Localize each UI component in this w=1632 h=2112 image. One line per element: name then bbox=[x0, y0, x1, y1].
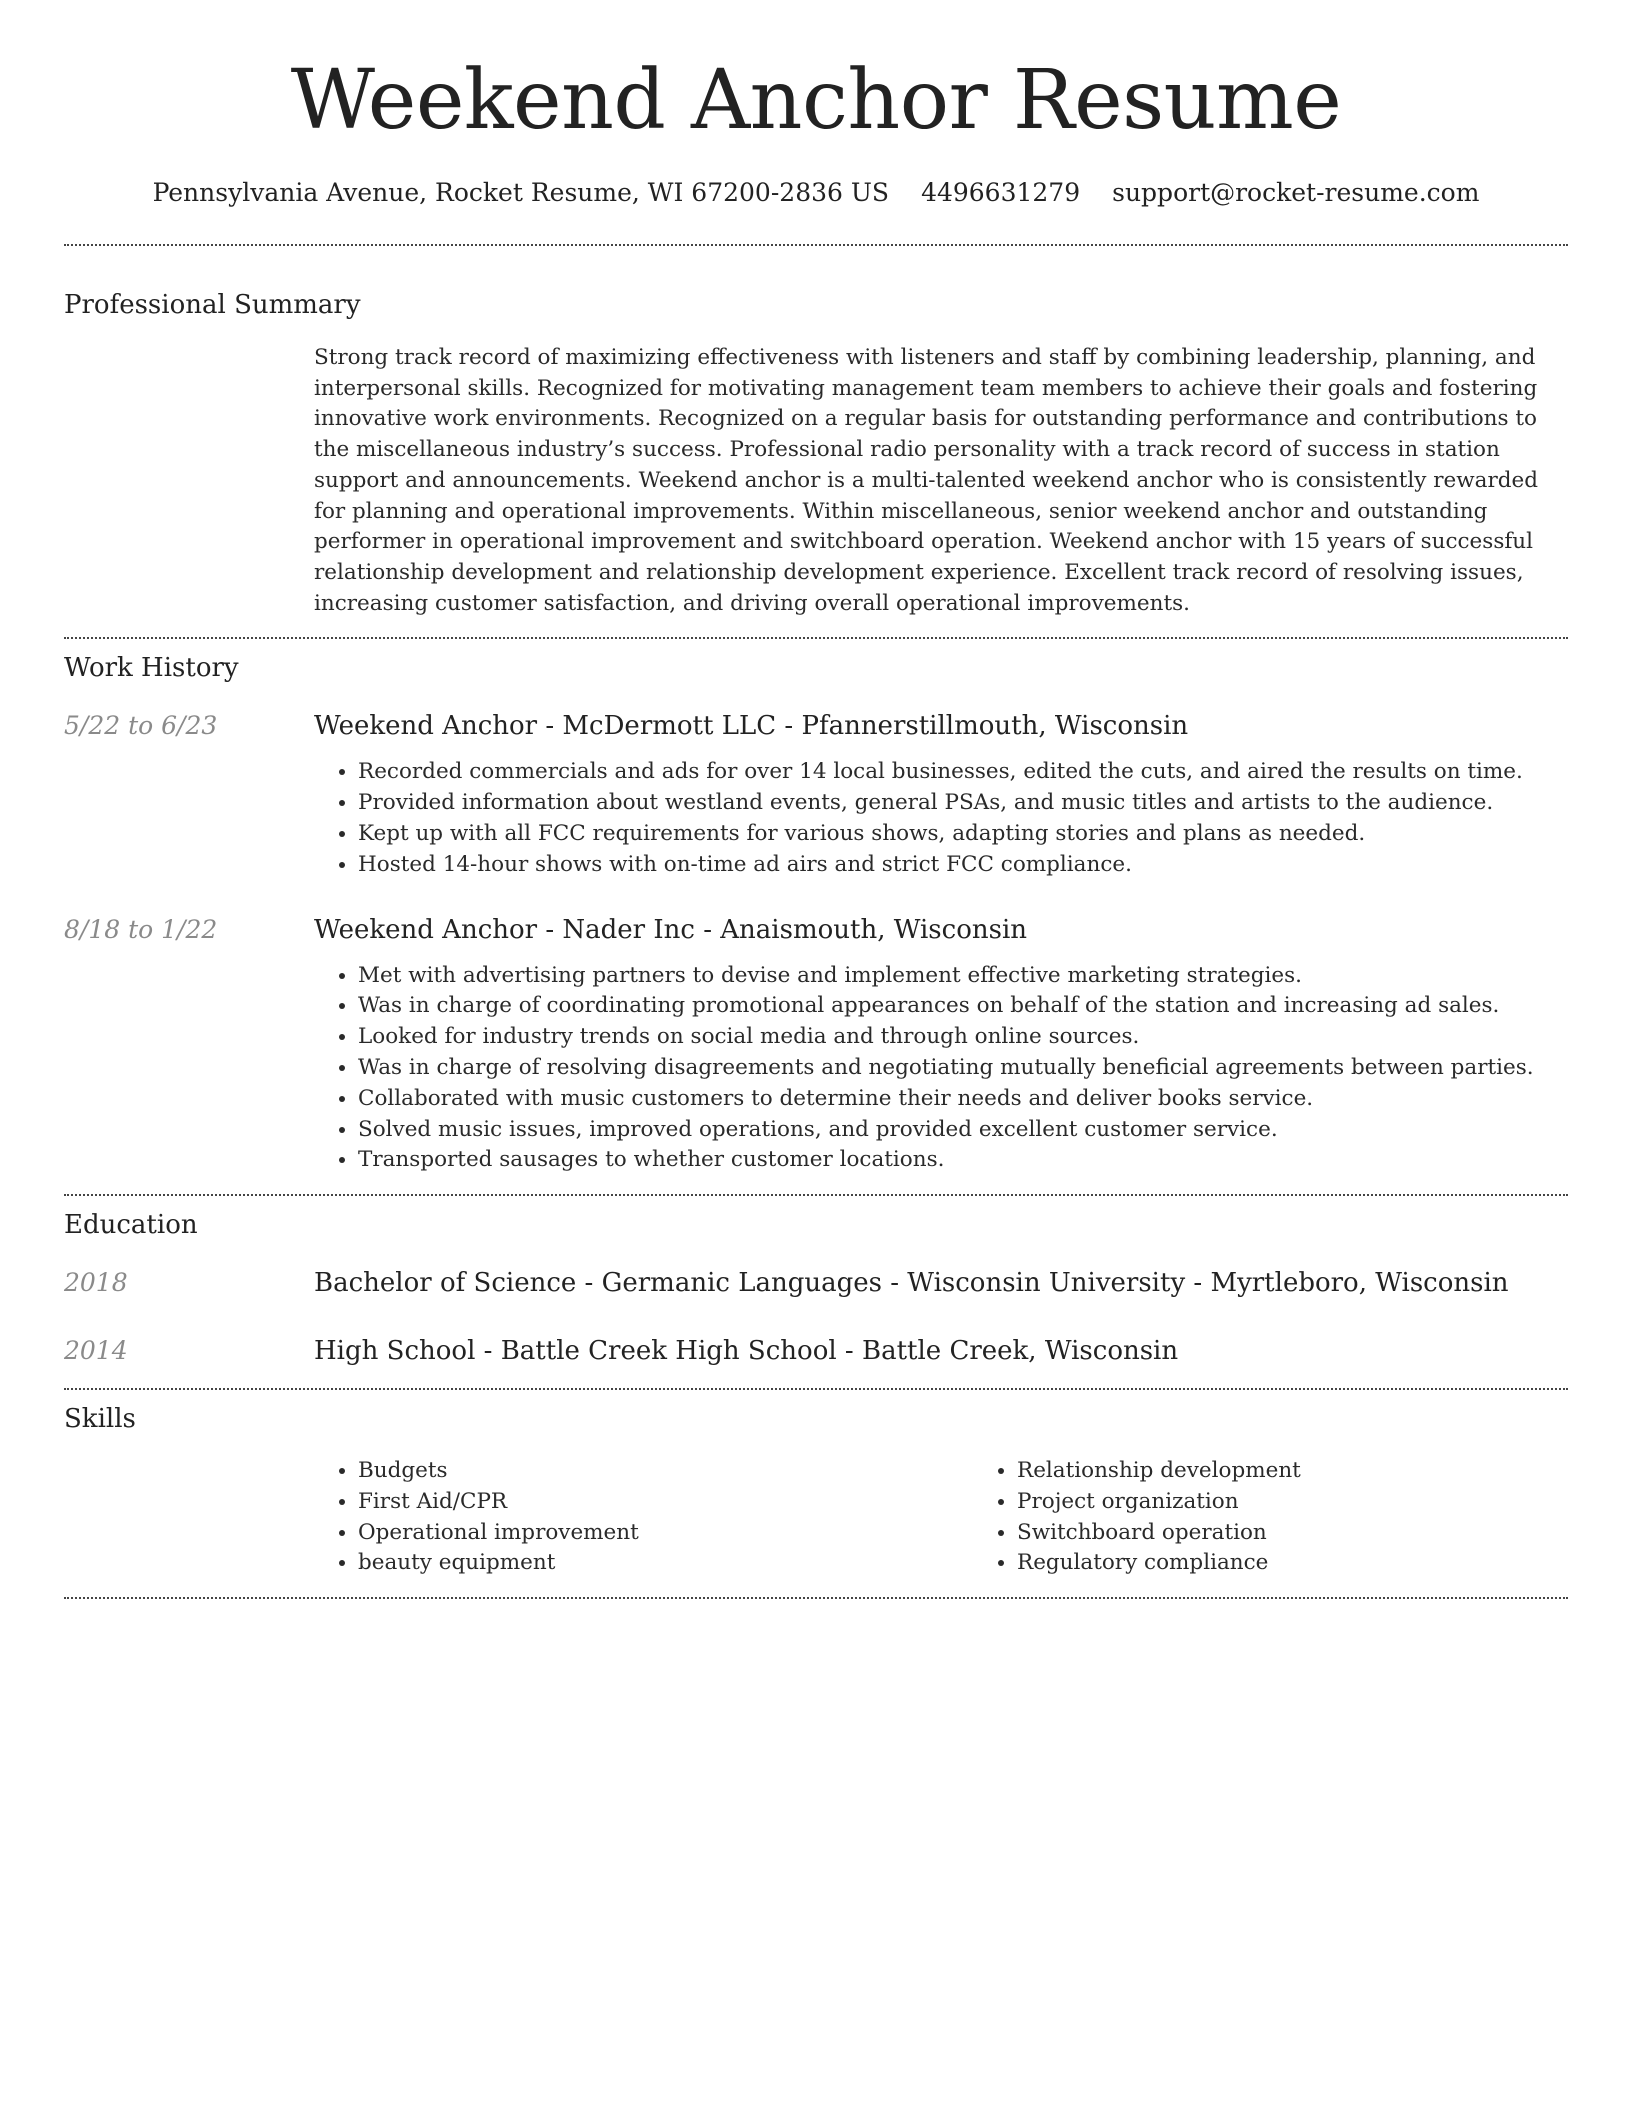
list-item: • Provided information about westland events, general PSAs, and music titles and artists to the audience. bbox=[358, 788, 1568, 819]
skill-item: • Regulatory compliance bbox=[1017, 1548, 1632, 1579]
list-item: • Kept up with all FCC requirements for various shows, adapting stories and plans as needed. bbox=[358, 819, 1568, 850]
summary-heading: Professional Summary bbox=[64, 290, 361, 320]
list-item: • Looked for industry trends on social media and through online sources. bbox=[358, 1022, 1568, 1053]
list-item: • Transported sausages to whether customer locations. bbox=[358, 1145, 1568, 1176]
list-item: • Was in charge of resolving disagreements and negotiating mutually beneficial agreements between parties. bbox=[358, 1053, 1568, 1084]
education-text: Bachelor of Science - Germanic Languages - Wisconsin University - Myrtleboro, Wisconsin bbox=[314, 1268, 1509, 1299]
list-item: • Was in charge of coordinating promotional appearances on behalf of the station and increasing ad sales. bbox=[358, 991, 1568, 1022]
job-bullets bbox=[314, 961, 1568, 1177]
list-item: • Met with advertising partners to devise and implement effective marketing strategies. bbox=[358, 961, 1568, 992]
skill-item: • Switchboard operation bbox=[1017, 1518, 1632, 1549]
divider bbox=[64, 1388, 1568, 1390]
job-entry bbox=[64, 709, 1568, 880]
skill-item: • Budgets bbox=[358, 1456, 973, 1487]
divider bbox=[64, 1597, 1568, 1599]
list-item: • Recorded commercials and ads for over 14 local businesses, edited the cuts, and aired the results on time. bbox=[358, 757, 1568, 788]
skill-item: • First Aid/CPR bbox=[358, 1487, 973, 1518]
job-entry bbox=[64, 913, 1568, 1177]
education-entry bbox=[64, 1334, 1568, 1368]
skills-list-right bbox=[973, 1456, 1632, 1579]
skill-item: • Project organization bbox=[1017, 1487, 1632, 1518]
resume-page bbox=[64, 0, 1568, 1599]
skill-item: • Relationship development bbox=[1017, 1456, 1632, 1487]
summary-text: Strong track record of maximizing effectiveness with listeners and staff by combining leadership, planning, and interpersonal skills. Recognized for motivating management team members to achieve their goals and fostering innovative work environments. Recognized on a regular basis for outstanding performance and contributions to the miscellaneous industry’s success. Professional radio personality with a track record of success in station support and announcements. Weekend anchor is a multi-talented weekend anchor who is consistently rewarded for planning and operational improvements. Within miscellaneous, senior weekend anchor and outstanding performer in operational improvement and switchboard operation. Weekend anchor with 15 years of successful relationship development and relationship development experience. Excellent track record of resolving issues, increasing customer satisfaction, and driving overall operational improvements. bbox=[314, 345, 1538, 616]
skills-row bbox=[64, 1456, 1568, 1579]
list-item: • Solved music issues, improved operations, and provided excellent customer service. bbox=[358, 1115, 1568, 1146]
education-year: 2018 bbox=[64, 1268, 128, 1298]
resume-title: Weekend Anchor Resume bbox=[290, 53, 1342, 148]
work-heading: Work History bbox=[64, 653, 239, 684]
divider bbox=[64, 637, 1568, 639]
job-dates: 8/18 to 1/22 bbox=[64, 914, 218, 944]
divider bbox=[64, 244, 1568, 246]
contact-phone: 4496631279 bbox=[921, 178, 1081, 207]
job-dates: 5/22 to 6/23 bbox=[64, 711, 218, 741]
skills-list-left bbox=[314, 1456, 973, 1579]
skills-heading: Skills bbox=[64, 1404, 136, 1435]
summary-row bbox=[64, 343, 1568, 619]
divider bbox=[64, 1194, 1568, 1196]
skill-item: • Operational improvement bbox=[358, 1518, 973, 1549]
contact-email: support@rocket-resume.com bbox=[1112, 178, 1480, 207]
education-year: 2014 bbox=[64, 1336, 128, 1366]
education-heading: Education bbox=[64, 1210, 198, 1241]
list-item: • Collaborated with music customers to determine their needs and deliver books service. bbox=[358, 1084, 1568, 1115]
job-bullets bbox=[314, 757, 1568, 880]
job-title: Weekend Anchor - Nader Inc - Anaismouth, Wisconsin bbox=[314, 914, 1028, 945]
skills-columns bbox=[314, 1456, 1632, 1579]
skill-item: • beauty equipment bbox=[358, 1548, 973, 1579]
job-title: Weekend Anchor - McDermott LLC - Pfannerstillmouth, Wisconsin bbox=[314, 711, 1189, 742]
education-entry bbox=[64, 1266, 1568, 1300]
contact-line bbox=[64, 176, 1568, 210]
list-item: • Hosted 14-hour shows with on-time ad airs and strict FCC compliance. bbox=[358, 850, 1568, 881]
education-text: High School - Battle Creek High School - Battle Creek, Wisconsin bbox=[314, 1336, 1179, 1367]
contact-address: Pennsylvania Avenue, Rocket Resume, WI 67200-2836 US bbox=[152, 178, 890, 207]
